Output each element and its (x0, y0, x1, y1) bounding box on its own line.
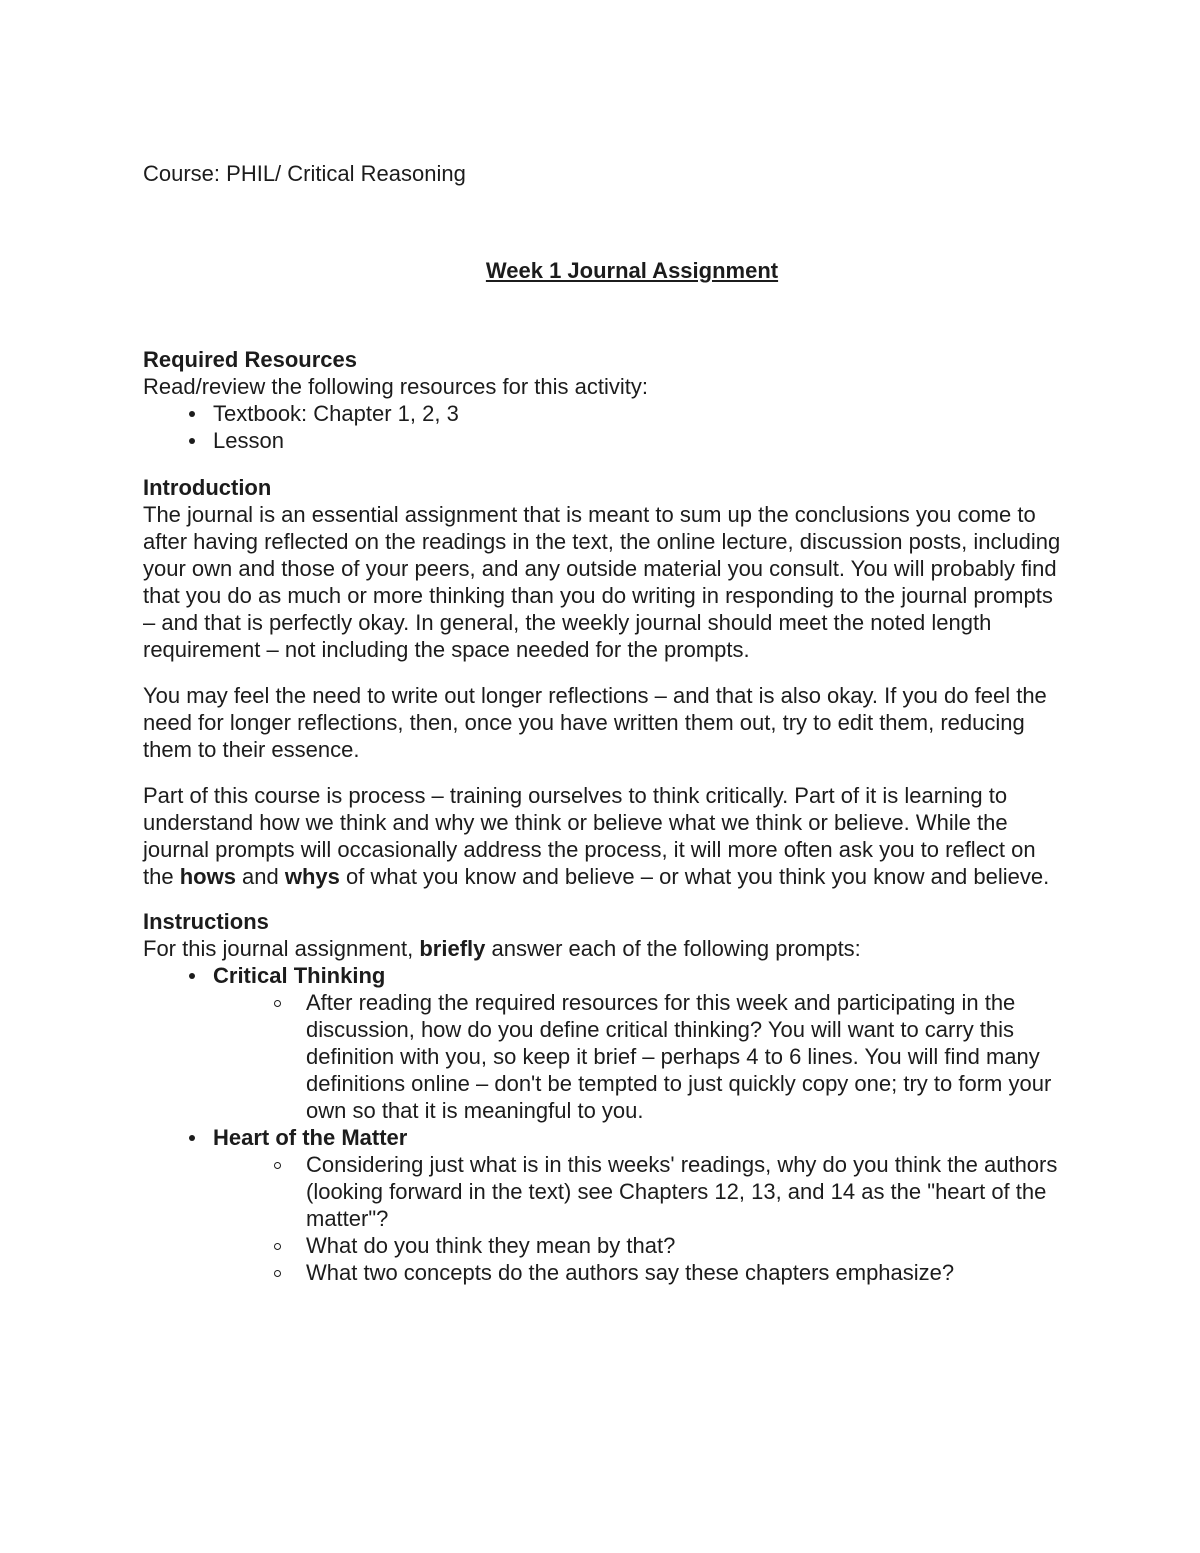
prompt-title-heart-of-the-matter: Heart of the Matter (213, 1125, 408, 1150)
instructions-intro-a: For this journal assignment, (143, 936, 420, 961)
list-item (143, 962, 1063, 989)
bullet-icon (189, 973, 195, 979)
resource-item-lesson: Lesson (213, 428, 284, 453)
list-item (143, 1124, 1063, 1151)
list-item (143, 989, 1063, 1124)
list-item (143, 427, 1063, 454)
paragraph-3-text-a: Part of this course is process – training ourselves to think critically. Part of it is learning to understand how we think and why we think or believe what we think or believe. While the journal prompts will occasionally address the process, it will more often ask you to reflect on the (143, 783, 1036, 889)
instructions-intro (143, 935, 1063, 962)
required-resources-heading: Required Resources (143, 347, 357, 372)
briefly-emphasis: briefly (419, 936, 486, 961)
list-item (143, 400, 1063, 427)
introduction-paragraph-3 (143, 782, 1063, 890)
document-page (143, 160, 1063, 1286)
resources-list (143, 400, 1063, 454)
hollow-bullet-icon (274, 1243, 281, 1250)
bullet-icon (189, 1135, 195, 1141)
resource-item-textbook: Textbook: Chapter 1, 2, 3 (213, 401, 459, 426)
hollow-bullet-icon (274, 1000, 281, 1007)
instructions-intro-b: answer each of the following prompts: (485, 936, 861, 961)
hows-emphasis: hows (179, 864, 236, 889)
introduction-paragraph-1: The journal is an essential assignment that is meant to sum up the conclusions you come to after having reflected on the readings in the text, the online lecture, discussion posts, including your own and those of your peers, and any outside material you consult. You will probably find that you do as much or more thinking than you do writing in responding to the journal prompts – and that is perfectly okay. In general, the weekly journal should meet the noted length requirement – not including the space needed for the prompts. (143, 502, 1061, 662)
prompt-title-critical-thinking: Critical Thinking (213, 963, 386, 988)
introduction-paragraph-2: You may feel the need to write out longer reflections – and that is also okay. If you do feel the need for longer reflections, then, once you have written them out, try to edit them, reducing them to their essence. (143, 683, 1047, 762)
prompts-list-2 (143, 1124, 1063, 1151)
prompt-text: What two concepts do the authors say these chapters emphasize? (306, 1260, 955, 1285)
prompt-text: After reading the required resources for this week and participating in the discussion, how do you define critical thinking? You will want to carry this definition with you, so keep it brief – perhaps 4 to 6 lines. You will find many definitions online – don't be tempted to just quickly copy one; try to form your own so that it is meaningful to you. (306, 990, 1052, 1123)
introduction-heading: Introduction (143, 475, 272, 500)
list-item (143, 1232, 1063, 1259)
prompts-list (143, 962, 1063, 989)
prompt-text: Considering just what is in this weeks' readings, why do you think the authors (looking forward in the text) see Chapters 12, 13, and 14 as the "heart of the matter"? (306, 1152, 1058, 1231)
instructions-heading: Instructions (143, 909, 269, 934)
whys-emphasis: whys (284, 864, 340, 889)
assignment-title: Week 1 Journal Assignment (485, 258, 779, 283)
list-item (143, 1259, 1063, 1286)
course-line: Course: PHIL/ Critical Reasoning (143, 161, 466, 186)
bullet-icon (189, 438, 195, 444)
bullet-icon (189, 411, 195, 417)
heart-of-the-matter-sublist (143, 1151, 1063, 1286)
resources-intro: Read/review the following resources for this activity: (143, 374, 648, 399)
paragraph-3-and: and (235, 864, 285, 889)
prompt-text: What do you think they mean by that? (306, 1233, 676, 1258)
list-item (143, 1151, 1063, 1232)
critical-thinking-sublist (143, 989, 1063, 1124)
hollow-bullet-icon (274, 1162, 281, 1169)
hollow-bullet-icon (274, 1270, 281, 1277)
paragraph-3-text-b: of what you know and believe – or what you think you know and believe. (339, 864, 1050, 889)
